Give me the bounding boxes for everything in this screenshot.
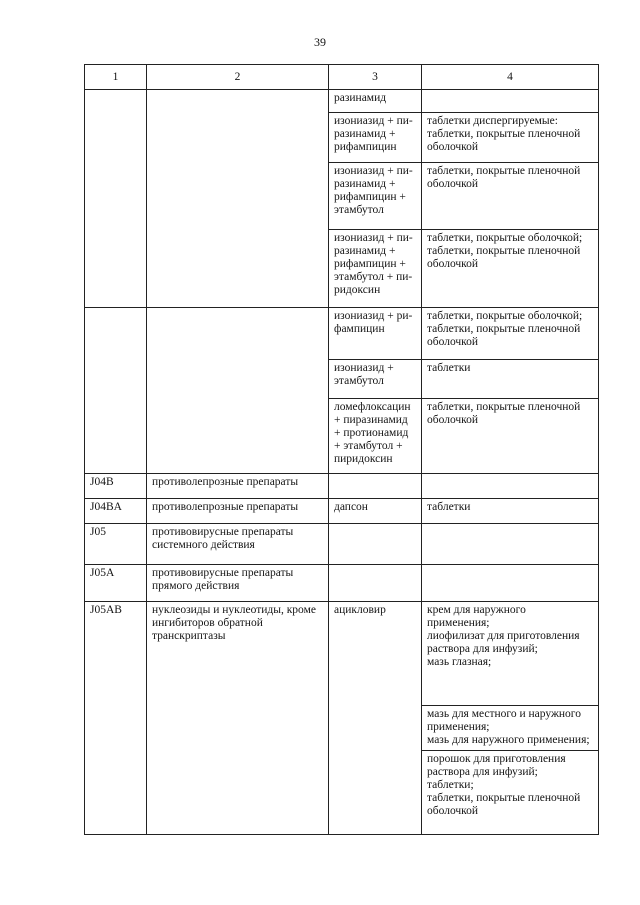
code-cell: J05AB	[85, 602, 147, 706]
code-cell: J04BA	[85, 499, 147, 524]
drug-cell	[329, 474, 422, 499]
header-col-3: 3	[329, 65, 422, 90]
drug-cell	[329, 751, 422, 835]
code-cell: J05A	[85, 565, 147, 602]
form-cell	[422, 565, 599, 602]
form-cell: таблетки, покрытые оболочкой; таблетки, покрытые пленочной оболочкой	[422, 308, 599, 360]
drug-cell	[329, 565, 422, 602]
drug-cell: разинамид	[329, 90, 422, 113]
code-cell	[85, 308, 147, 474]
group-name-cell	[147, 706, 329, 751]
form-cell	[422, 90, 599, 113]
drug-table	[84, 64, 599, 835]
form-cell: мазь для местного и наружного применения; мазь для наружного применения;	[422, 706, 599, 751]
drug-cell	[329, 706, 422, 751]
form-cell: крем для наружного применения; лиофилизат для приготовления раствора для инфузий; мазь глазная;	[422, 602, 599, 706]
drug-cell: изониазид + пи- разинамид + рифампицин + этамбутол + пи- ридоксин	[329, 230, 422, 308]
drug-cell	[329, 524, 422, 565]
group-name-cell	[147, 90, 329, 308]
form-cell	[422, 524, 599, 565]
table-row	[85, 308, 599, 360]
group-name-cell: противовирусные препараты прямого действия	[147, 565, 329, 602]
drug-cell: изониазид + этамбутол	[329, 360, 422, 399]
drug-cell: изониазид + пи- разинамид + рифампицин	[329, 113, 422, 163]
drug-cell: ломефлоксацин + пиразинамид + протионамид + этамбутол + пиридоксин	[329, 399, 422, 474]
group-name-cell	[147, 751, 329, 835]
table-header	[85, 65, 599, 90]
table-row	[85, 565, 599, 602]
code-cell	[85, 90, 147, 308]
drug-cell: ацикловир	[329, 602, 422, 706]
drug-cell: дапсон	[329, 499, 422, 524]
form-cell: таблетки	[422, 499, 599, 524]
header-col-4: 4	[422, 65, 599, 90]
group-name-cell: противовирусные препараты системного действия	[147, 524, 329, 565]
form-cell: порошок для приготовления раствора для инфузий; таблетки; таблетки, покрытые пленочной оболочкой	[422, 751, 599, 835]
drug-cell: изониазид + пи- разинамид + рифампицин + этамбутол	[329, 163, 422, 230]
table-row	[85, 524, 599, 565]
table-row	[85, 751, 599, 835]
group-name-cell	[147, 308, 329, 474]
form-cell: таблетки, покрытые пленочной оболочкой	[422, 399, 599, 474]
table-row	[85, 706, 599, 751]
code-cell: J05	[85, 524, 147, 565]
table-row	[85, 90, 599, 113]
code-cell: J04B	[85, 474, 147, 499]
group-name-cell: противолепрозные препараты	[147, 499, 329, 524]
form-cell: таблетки, покрытые оболочкой; таблетки, покрытые пленочной оболочкой	[422, 230, 599, 308]
group-name-cell: противолепрозные препараты	[147, 474, 329, 499]
drug-cell: изониазид + ри- фампицин	[329, 308, 422, 360]
form-cell	[422, 474, 599, 499]
header-col-2: 2	[147, 65, 329, 90]
form-cell: таблетки, покрытые пленочной оболочкой	[422, 163, 599, 230]
header-col-1: 1	[85, 65, 147, 90]
form-cell: таблетки диспергируемые: таблетки, покрытые пленочной оболочкой	[422, 113, 599, 163]
form-cell: таблетки	[422, 360, 599, 399]
group-name-cell: нуклеозиды и нуклеотиды, кроме ингибиторов обратной транскриптазы	[147, 602, 329, 706]
table-row	[85, 474, 599, 499]
page-number: 39	[314, 35, 326, 49]
code-cell	[85, 706, 147, 751]
table-row	[85, 499, 599, 524]
table-row	[85, 602, 599, 706]
code-cell	[85, 751, 147, 835]
